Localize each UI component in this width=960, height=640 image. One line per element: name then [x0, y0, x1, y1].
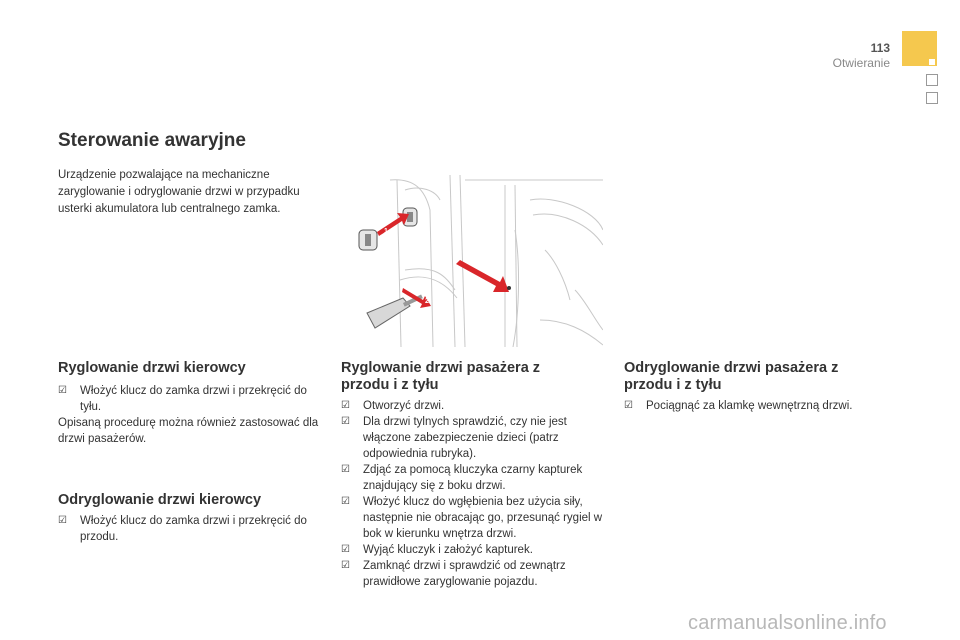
arrow-icon: [377, 213, 409, 236]
checkbox-icon: ☑: [58, 385, 67, 396]
list-item: ☑ Pociągnąć za klamkę wewnętrzną drzwi.: [624, 400, 853, 412]
checkbox-icon: ☑: [341, 560, 350, 571]
bullet-list: [58, 383, 320, 415]
watermark: carmanualsonline.info: [688, 612, 887, 634]
list-item: ☑ Wyjąć kluczyk i założyć kapturek.: [341, 544, 533, 556]
page-title: Sterowanie awaryjne: [58, 130, 246, 151]
callout-1: 1: [384, 228, 388, 235]
checkbox-icon: ☑: [624, 400, 633, 411]
section-tab-box: [926, 92, 938, 104]
bullet-list: [58, 513, 320, 545]
checkbox-icon: ☑: [58, 515, 67, 526]
checkbox-icon: ☑: [341, 544, 350, 555]
arrow-icon: [456, 260, 509, 292]
checkbox-icon: ☑: [341, 464, 350, 475]
list-item: ☑ Włożyć klucz do zamka drzwi i przekręcić do przodu.: [58, 515, 307, 543]
list-item: ☑ Włożyć klucz do wgłębienia bez użycia siły, następnie nie obracając go, przesunąć rygiel w bok w kierunku wnętrza drzwi.: [341, 496, 603, 540]
section-heading: Odryglowanie drzwi kierowcy: [58, 492, 262, 508]
list-item: ☑ Włożyć klucz do zamka drzwi i przekręcić do tyłu.: [58, 385, 307, 413]
section-heading: Ryglowanie drzwi kierowcy: [58, 360, 246, 376]
callout-2: 2: [425, 298, 429, 305]
bullet-list: [624, 398, 894, 414]
list-item: ☑ Otworzyć drzwi.: [341, 400, 445, 412]
checkbox-icon: ☑: [341, 416, 350, 427]
list-item: ☑ Zdjąć za pomocą kluczyka czarny kapturek znajdujący się z boku drzwi.: [341, 464, 583, 492]
section-heading: Ryglowanie drzwi pasażera z przodu i z tyłu: [341, 360, 541, 393]
list-item: ☑ Dla drzwi tylnych sprawdzić, czy nie jest włączone zabezpieczenie dzieci (patrz odpowiednia rubryka).: [341, 416, 567, 460]
key-icon: [367, 295, 423, 328]
checkbox-icon: ☑: [341, 400, 350, 411]
bullet-list: [341, 398, 606, 590]
checkbox-icon: ☑: [341, 496, 350, 507]
section-heading: Odryglowanie drzwi pasażera z przodu i z tyłu: [624, 360, 839, 393]
door-lock-illustration: [345, 170, 603, 347]
page-number: 113: [870, 41, 890, 55]
list-item: ☑ Zamknąć drzwi i sprawdzić od zewnątrz prawidłowe zaryglowanie pojazdu.: [341, 560, 566, 588]
section-title: Otwieranie: [832, 56, 890, 70]
section-tab-marker: [929, 59, 935, 65]
intro-text: Urządzenie pozwalające na mechaniczne zaryglowanie i odryglowanie drzwi w przypadku usterki akumulatora lub centralnego zamka.: [58, 169, 300, 215]
note-text: Opisaną procedurę można również zastosować dla drzwi pasażerów.: [58, 417, 319, 445]
section-tab-box: [926, 74, 938, 86]
